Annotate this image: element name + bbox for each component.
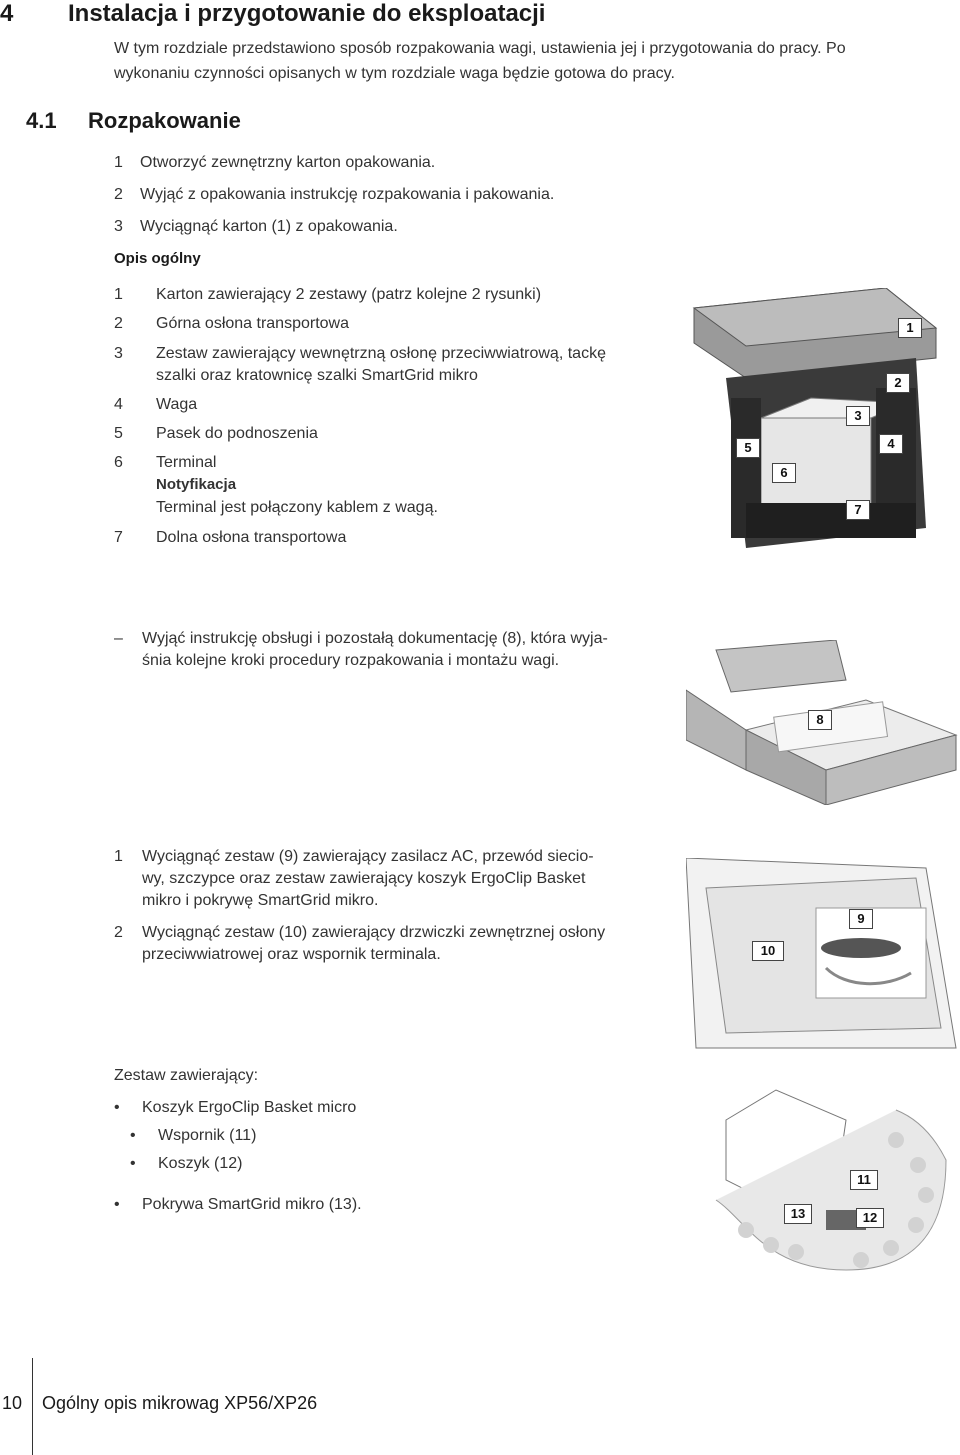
note-title: Notyfikacja: [156, 476, 237, 493]
instruction-text: Wyjąć instrukcję obsługi i pozostałą dokumentację (8), która wyja-: [142, 630, 608, 647]
section-number: 4.1: [26, 108, 57, 133]
kit-item-text: Wspornik (11): [158, 1127, 257, 1144]
step-text: Otworzyć zewnętrzny karton opakowania.: [140, 154, 436, 171]
item-number: 4: [114, 396, 123, 413]
overview-item: [114, 452, 674, 518]
step2-item: [114, 846, 674, 912]
item-text: Pasek do podnoszenia: [156, 425, 318, 442]
item-number: 3: [114, 345, 123, 362]
kit-item-text: Koszyk ErgoClip Basket micro: [142, 1099, 357, 1116]
page-number: 10: [2, 1393, 23, 1413]
kit-item-text: Pokrywa SmartGrid mikro (13).: [142, 1196, 362, 1213]
step-text: przeciwwiatrowej oraz wspornik terminala.: [142, 946, 441, 963]
overview-item: [114, 343, 674, 387]
item-number: 2: [114, 315, 123, 332]
section-title: Rozpakowanie: [88, 108, 241, 133]
bullet-dot: •: [130, 1155, 136, 1172]
kit-item-text: Koszyk (12): [158, 1155, 243, 1172]
item-number: 6: [114, 454, 123, 471]
note-text: Terminal jest połączony kablem z wagą.: [156, 499, 438, 516]
step-number: 2: [114, 186, 123, 203]
callout-12: 12: [856, 1208, 884, 1228]
callout-13: 13: [784, 1204, 812, 1224]
callout-8: 8: [808, 710, 832, 730]
item-number: 1: [114, 286, 123, 303]
item-number: 5: [114, 425, 123, 442]
step2-item: [114, 922, 674, 966]
chapter-title: Instalacja i przygotowanie do eksploatacji: [68, 0, 546, 27]
bullet-dot: •: [130, 1127, 136, 1144]
step-text: mikro i pokrywę SmartGrid mikro.: [142, 892, 379, 909]
intro-line: W tym rozdziale przedstawiono sposób rozpakowania wagi, ustawienia jej i przygotowania do pracy. Po: [114, 40, 846, 57]
callout-5: 5: [736, 438, 760, 458]
callout-9: 9: [849, 909, 873, 929]
figure-packaging-box: [686, 288, 946, 558]
callout-2: 2: [886, 373, 910, 393]
item-text: Górna osłona transportowa: [156, 315, 349, 332]
callout-10: 10: [752, 941, 784, 961]
step-text: Wyciągnąć zestaw (9) zawierający zasilacz AC, przewód siecio-: [142, 848, 594, 865]
item-text: Waga: [156, 396, 198, 413]
step-text: wy, szczypce oraz zestaw zawierający koszyk ErgoClip Basket: [142, 870, 586, 887]
figure-opened-carton: [686, 640, 960, 805]
section-heading: [26, 108, 426, 134]
callout-1: 1: [898, 318, 922, 338]
item-text: Dolna osłona transportowa: [156, 529, 347, 546]
step-number: 3: [114, 218, 123, 235]
instruction-text: śnia kolejne kroki procedury rozpakowania i montażu wagi.: [142, 652, 560, 669]
bullet-dot: •: [114, 1196, 120, 1213]
figure-accessories-carton: [686, 858, 960, 1053]
item-number: 7: [114, 529, 123, 546]
intro-paragraph: [114, 36, 934, 86]
step-number: 1: [114, 848, 123, 865]
dash-marker: –: [114, 630, 123, 647]
item-text: Zestaw zawierający wewnętrzną osłonę przeciwwiatrową, tackę: [156, 345, 606, 362]
kit-title: Zestaw zawierający:: [114, 1067, 259, 1084]
callout-4: 4: [879, 434, 903, 454]
accessories-illustration: [686, 858, 960, 1053]
item-text: Terminal: [156, 454, 217, 471]
footer-title: Ogólny opis mikrowag XP56/XP26: [42, 1393, 318, 1413]
bullet-dot: •: [114, 1099, 120, 1116]
callout-3: 3: [846, 406, 870, 426]
item-text: szalki oraz kratownicę szalki SmartGrid mikro: [156, 367, 478, 384]
chapter-heading: [0, 0, 960, 28]
callout-6: 6: [772, 463, 796, 483]
overview-title: Opis ogólny: [114, 250, 201, 267]
footer-divider: [32, 1358, 33, 1455]
callout-7: 7: [846, 500, 870, 520]
chapter-number: 4: [0, 0, 14, 27]
intro-line: wykonaniu czynności opisanych w tym rozdziale waga będzie gotowa do pracy.: [114, 65, 675, 82]
foam-illustration: [686, 1080, 960, 1275]
item-text: Karton zawierający 2 zestawy (patrz kolejne 2 rysunki): [156, 286, 542, 303]
figure-foam-basket: [686, 1080, 960, 1275]
step-text: Wyjąć z opakowania instrukcję rozpakowania i pakowania.: [140, 186, 555, 203]
step-number: 2: [114, 924, 123, 941]
step-text: Wyciągnąć zestaw (10) zawierający drzwiczki zewnętrznej osłony: [142, 924, 606, 941]
step-number: 1: [114, 154, 123, 171]
instruction-item: [114, 628, 674, 672]
callout-11: 11: [850, 1170, 878, 1190]
step-text: Wyciągnąć karton (1) z opakowania.: [140, 218, 398, 235]
